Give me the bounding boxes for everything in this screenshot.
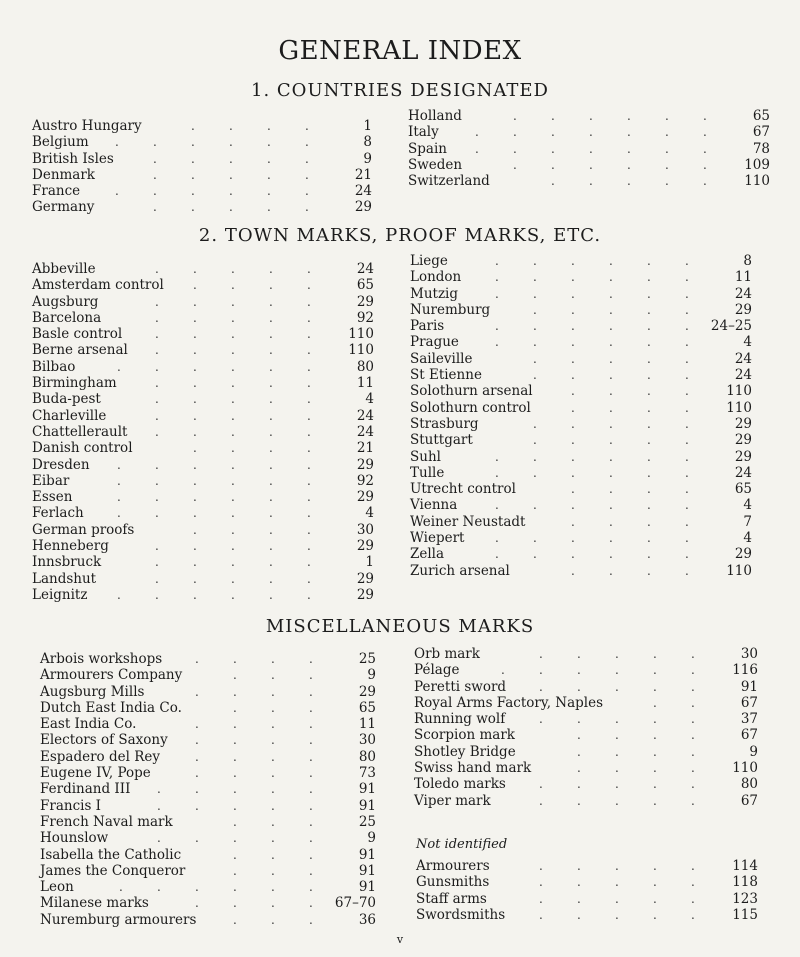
index-entry-page: 29 (356, 456, 374, 473)
index-entry-page: 24 (356, 261, 374, 277)
index-entry-name: Zella (410, 546, 445, 563)
index-entry-page: 24 (734, 285, 752, 302)
index-entry-name: James the Conqueror (40, 862, 186, 879)
index-entry-name: Buda-pest (32, 391, 101, 408)
index-entry-name: Leignitz (32, 586, 88, 603)
index-entry-page: 29 (734, 415, 752, 432)
index-entry-page: 36 (358, 911, 376, 928)
index-entry-page: 24 (734, 350, 752, 367)
index-entry-page: 67 (740, 792, 758, 809)
index-entry-page: 116 (732, 662, 758, 679)
index-entry-page: 8 (743, 253, 752, 269)
index-entry-name: Landshut (32, 570, 97, 587)
index-entry-name: Suhl (410, 448, 441, 465)
index-entry-name: Electors of Saxony (40, 732, 168, 749)
index-entry-name: Francis I (40, 797, 101, 814)
index-entry-page: 9 (367, 830, 376, 847)
index-entry-name: Saileville (410, 350, 473, 367)
index-entry-name: Bilbao (32, 358, 76, 375)
index-entry-name: Spain (408, 140, 447, 157)
index-entry-page: 92 (356, 309, 374, 326)
index-entry-name: Danish control (32, 440, 133, 457)
section-heading-town-marks: 2. TOWN MARKS, PROOF MARKS, ETC. (198, 225, 602, 246)
index-entry-name: Gunsmiths (416, 874, 490, 891)
index-entry-name: Swordsmiths (416, 906, 506, 923)
index-entry-name: Henneberg (32, 538, 109, 555)
index-entry-page: 29 (734, 448, 752, 465)
index-entry-page: 9 (749, 743, 758, 760)
index-entry-name: Strasburg (410, 415, 479, 432)
index-entry-page: 30 (740, 646, 758, 662)
index-entry-name: East India Co. (40, 716, 137, 733)
index-entry-name: Denmark (32, 166, 95, 183)
index-entry-page: 29 (358, 683, 376, 700)
index-entry-name: London (410, 269, 462, 286)
index-entry-page: 110 (726, 399, 752, 416)
index-entry-page: 21 (356, 440, 374, 457)
index-entry-name: Eugene IV, Pope (40, 765, 151, 782)
index-entry-name: Pélage (414, 662, 460, 679)
index-entry-page: 24 (734, 464, 752, 481)
index-entry-name: Ferdinand III (40, 781, 131, 798)
index-entry-name: British Isles (32, 150, 114, 167)
index-entry-page: 11 (356, 375, 374, 392)
index-entry-name: Hounslow (40, 830, 109, 847)
index-entry-page: 65 (356, 277, 374, 294)
index-entry-page: 92 (356, 472, 374, 489)
index-entry-name: Wiepert (410, 530, 465, 547)
index-entry-name: Innsbruck (32, 554, 102, 571)
index-entry-name: Armourers Company (40, 667, 183, 684)
index-entry-page: 29 (356, 293, 374, 310)
index-entry-page: 29 (356, 489, 374, 506)
index-entry-name: Royal Arms Factory, Naples (414, 694, 604, 711)
index-entry-name: Eibar (32, 472, 70, 489)
index-entry-name: Utrecht control (410, 481, 516, 498)
page-number: v (396, 933, 404, 946)
index-entry-page: 123 (732, 890, 758, 907)
index-entry-name: Nuremburg (410, 301, 491, 318)
index-entry-page: 91 (358, 846, 376, 863)
index-entry-name: Berne arsenal (32, 342, 128, 359)
section-heading-miscellaneous: MISCELLANEOUS MARKS (265, 616, 535, 637)
index-entry-name: Tulle (410, 464, 445, 481)
index-entry-name: Belgium (32, 134, 89, 151)
index-entry-name: Chattellerault (32, 423, 128, 440)
index-entry-name: Swiss hand mark (414, 760, 532, 777)
index-entry-page: 7 (743, 513, 752, 530)
index-entry-name: Leon (40, 879, 74, 896)
index-entry-name: Running wolf (414, 711, 506, 728)
index-entry-page: 1 (365, 554, 374, 571)
index-entry-name: German proofs (32, 521, 135, 538)
index-entry-name: Augsburg (32, 293, 99, 310)
index-entry-name: Liege (410, 253, 448, 269)
index-entry-name: Basle control (32, 326, 123, 343)
index-entry-page: 118 (732, 874, 758, 891)
index-entry-name: Ferlach (32, 505, 84, 522)
index-entry-name: Barcelona (32, 309, 102, 326)
index-entry-name: Germany (32, 199, 95, 216)
subheading-not-identified: Not identified (416, 837, 508, 852)
index-entry-page: 80 (358, 748, 376, 765)
index-entry-page: 29 (734, 432, 752, 449)
index-entry-name: Toledo marks (414, 776, 506, 793)
index-entry-page: 91 (740, 678, 758, 695)
page-title: GENERAL INDEX (278, 36, 522, 66)
index-entry-page: 29 (356, 586, 374, 603)
index-entry-page: 80 (356, 358, 374, 375)
index-entry-page: 24 (356, 423, 374, 440)
index-entry-page: 24 (354, 183, 372, 200)
index-entry-name: Essen (32, 489, 73, 506)
index-entry-page: 25 (358, 813, 376, 830)
index-entry-page: 24 (356, 407, 374, 424)
index-entry-page: 24 (734, 367, 752, 384)
index-entry-page: 29 (354, 199, 372, 216)
index-entry-name: Peretti sword (414, 678, 507, 695)
index-entry-page: 30 (356, 521, 374, 538)
index-entry-name: Solothurn arsenal (410, 383, 533, 400)
index-entry-name: Sweden (408, 156, 463, 173)
index-entry-name: Birmingham (32, 375, 117, 392)
index-entry-page: 65 (358, 699, 376, 716)
index-entry-name: Dutch East India Co. (40, 699, 182, 716)
index-entry-page: 65 (734, 481, 752, 498)
index-entry-page: 4 (365, 505, 374, 522)
index-entry-name: Scorpion mark (414, 727, 515, 744)
index-entry-page: 91 (358, 781, 376, 798)
index-entry-name: Switzerland (408, 173, 490, 190)
index-entry-page: 91 (358, 862, 376, 879)
index-entry-page: 65 (752, 108, 770, 124)
index-entry-page: 9 (363, 150, 372, 167)
index-entry-name: Stuttgart (410, 432, 473, 449)
index-entry-name: Austro Hungary (32, 118, 142, 134)
index-entry-page: 24–25 (710, 318, 752, 335)
index-entry-page: 67 (740, 727, 758, 744)
index-entry-page: 67–70 (334, 895, 376, 912)
index-entry-name: Armourers (416, 858, 490, 874)
index-entry-name: Staff arms (416, 890, 487, 907)
index-entry-name: Weiner Neustadt (410, 513, 526, 530)
index-entry-name: France (32, 183, 81, 200)
index-entry-name: Dresden (32, 456, 90, 473)
index-entry-page: 115 (732, 906, 758, 923)
index-entry-page: 110 (726, 383, 752, 400)
index-entry-name: Mutzig (410, 285, 459, 302)
index-entry-page: 110 (348, 326, 374, 343)
index-entry-page: 11 (358, 716, 376, 733)
index-entry-name: Solothurn control (410, 399, 531, 416)
index-entry-page: 37 (740, 711, 758, 728)
index-entry-name: Orb mark (414, 646, 480, 662)
index-entry-page: 9 (367, 667, 376, 684)
index-entry-name: Charleville (32, 407, 107, 424)
index-entry-page: 91 (358, 879, 376, 896)
index-entry-page: 67 (752, 124, 770, 141)
not-identified-group (416, 834, 507, 856)
index-entry-page: 25 (358, 651, 376, 667)
index-entry-page: 4 (743, 497, 752, 514)
index-entry-name: Viper mark (414, 792, 491, 809)
index-entry-page: 21 (354, 166, 372, 183)
index-entry-name: St Etienne (410, 367, 482, 384)
index-entry-name: Holland (408, 108, 462, 124)
index-entry-page: 110 (732, 760, 758, 777)
index-entry-page: 8 (363, 134, 372, 151)
index-entry-name: Prague (410, 334, 459, 351)
index-entry-page: 110 (726, 562, 752, 579)
index-entry-name: Shotley Bridge (414, 743, 516, 760)
index-entry-name: Arbois workshops (40, 651, 163, 667)
index-entry-page: 78 (752, 140, 770, 157)
index-entry-name: Paris (410, 318, 445, 335)
index-entry-name: Milanese marks (40, 895, 149, 912)
index-entry-name: Espadero del Rey (40, 748, 160, 765)
index-entry-page: 4 (365, 391, 374, 408)
index-entry-page: 30 (358, 732, 376, 749)
index-entry-page: 29 (356, 570, 374, 587)
index-entry-name: Abbeville (32, 261, 96, 277)
index-entry-name: Zurich arsenal (410, 562, 510, 579)
index-entry-page: 1 (363, 118, 372, 134)
index-entry-name: Nuremburg armourers (40, 911, 197, 928)
index-entry-page: 91 (358, 797, 376, 814)
index-entry-page: 29 (734, 301, 752, 318)
index-entry-page: 11 (734, 269, 752, 286)
index-entry-page: 73 (358, 765, 376, 782)
index-entry-page: 114 (732, 858, 758, 874)
section-heading-countries: 1. COUNTRIES DESIGNATED (251, 80, 549, 101)
index-entry-name: Amsterdam control (32, 277, 164, 294)
index-entry-page: 4 (743, 334, 752, 351)
index-entry-page: 67 (740, 694, 758, 711)
index-entry-page: 110 (348, 342, 374, 359)
index-entry-name: Italy (408, 124, 439, 141)
index-entry-page: 29 (356, 538, 374, 555)
index-entry-page: 4 (743, 530, 752, 547)
index-entry-page: 80 (740, 776, 758, 793)
index-entry-name: Vienna (410, 497, 458, 514)
index-entry-name: Isabella the Catholic (40, 846, 182, 863)
index-entry-page: 110 (744, 173, 770, 190)
index-entry-page: 109 (744, 156, 770, 173)
index-entry-name: Augsburg Mills (40, 683, 145, 700)
index-entry-page: 29 (734, 546, 752, 563)
index-entry-name: French Naval mark (40, 813, 173, 830)
